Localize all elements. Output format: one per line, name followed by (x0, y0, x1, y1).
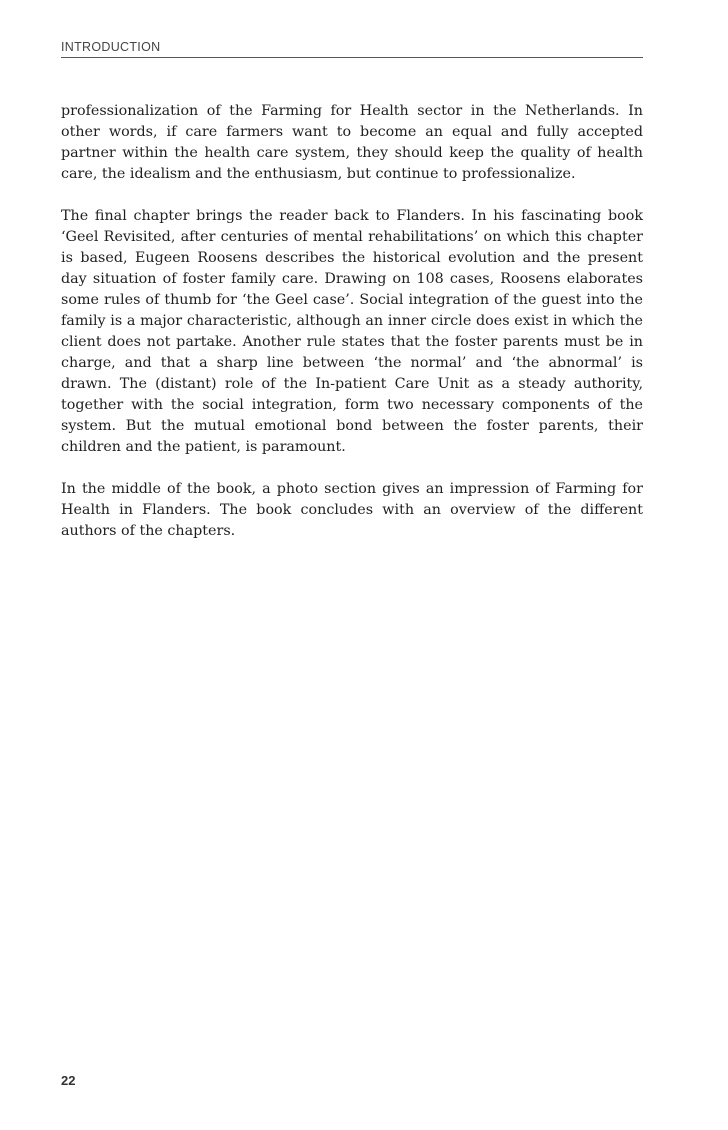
page-number: 22 (61, 1073, 76, 1088)
running-header (61, 40, 643, 58)
paragraph-final-chapter: The final chapter brings the reader back to Flanders. In his fascinating book ‘Geel Revisited, after centuries of mental rehabilitations’ on which this chapter is based, Eugeen Roosens describes the historical evolution and the present day situation of foster family care. Drawing on 108 cases, Roosens elaborates some rules of thumb for ‘the Geel case’. Social integration of the guest into the family is a major characteristic, although an inner circle does exist in which the client does not partake. Another rule states that the foster parents must be in charge, and that a sharp line between ‘the normal’ and ‘the abnormal’ is drawn. The (distant) role of the In-patient Care Unit as a steady authority, together with the social integration, form two necessary components of the system. But the mutual emotional bond between the foster parents, their children and the patient, is paramount. (61, 208, 643, 455)
paragraph-photo-section: In the middle of the book, a photo section gives an impression of Farming for Health in Flanders. The book concludes with an overview of the different authors of the chapters. (61, 481, 643, 539)
body-text (61, 101, 643, 563)
paragraph-professionalization: professionalization of the Farming for Health sector in the Netherlands. In other words, if care farmers want to become an equal and fully accepted partner within the health care system, they should keep the quality of health care, the idealism and the enthusiasm, but continue to professionalize. (61, 103, 643, 182)
running-title: INTRODUCTION (61, 40, 161, 54)
